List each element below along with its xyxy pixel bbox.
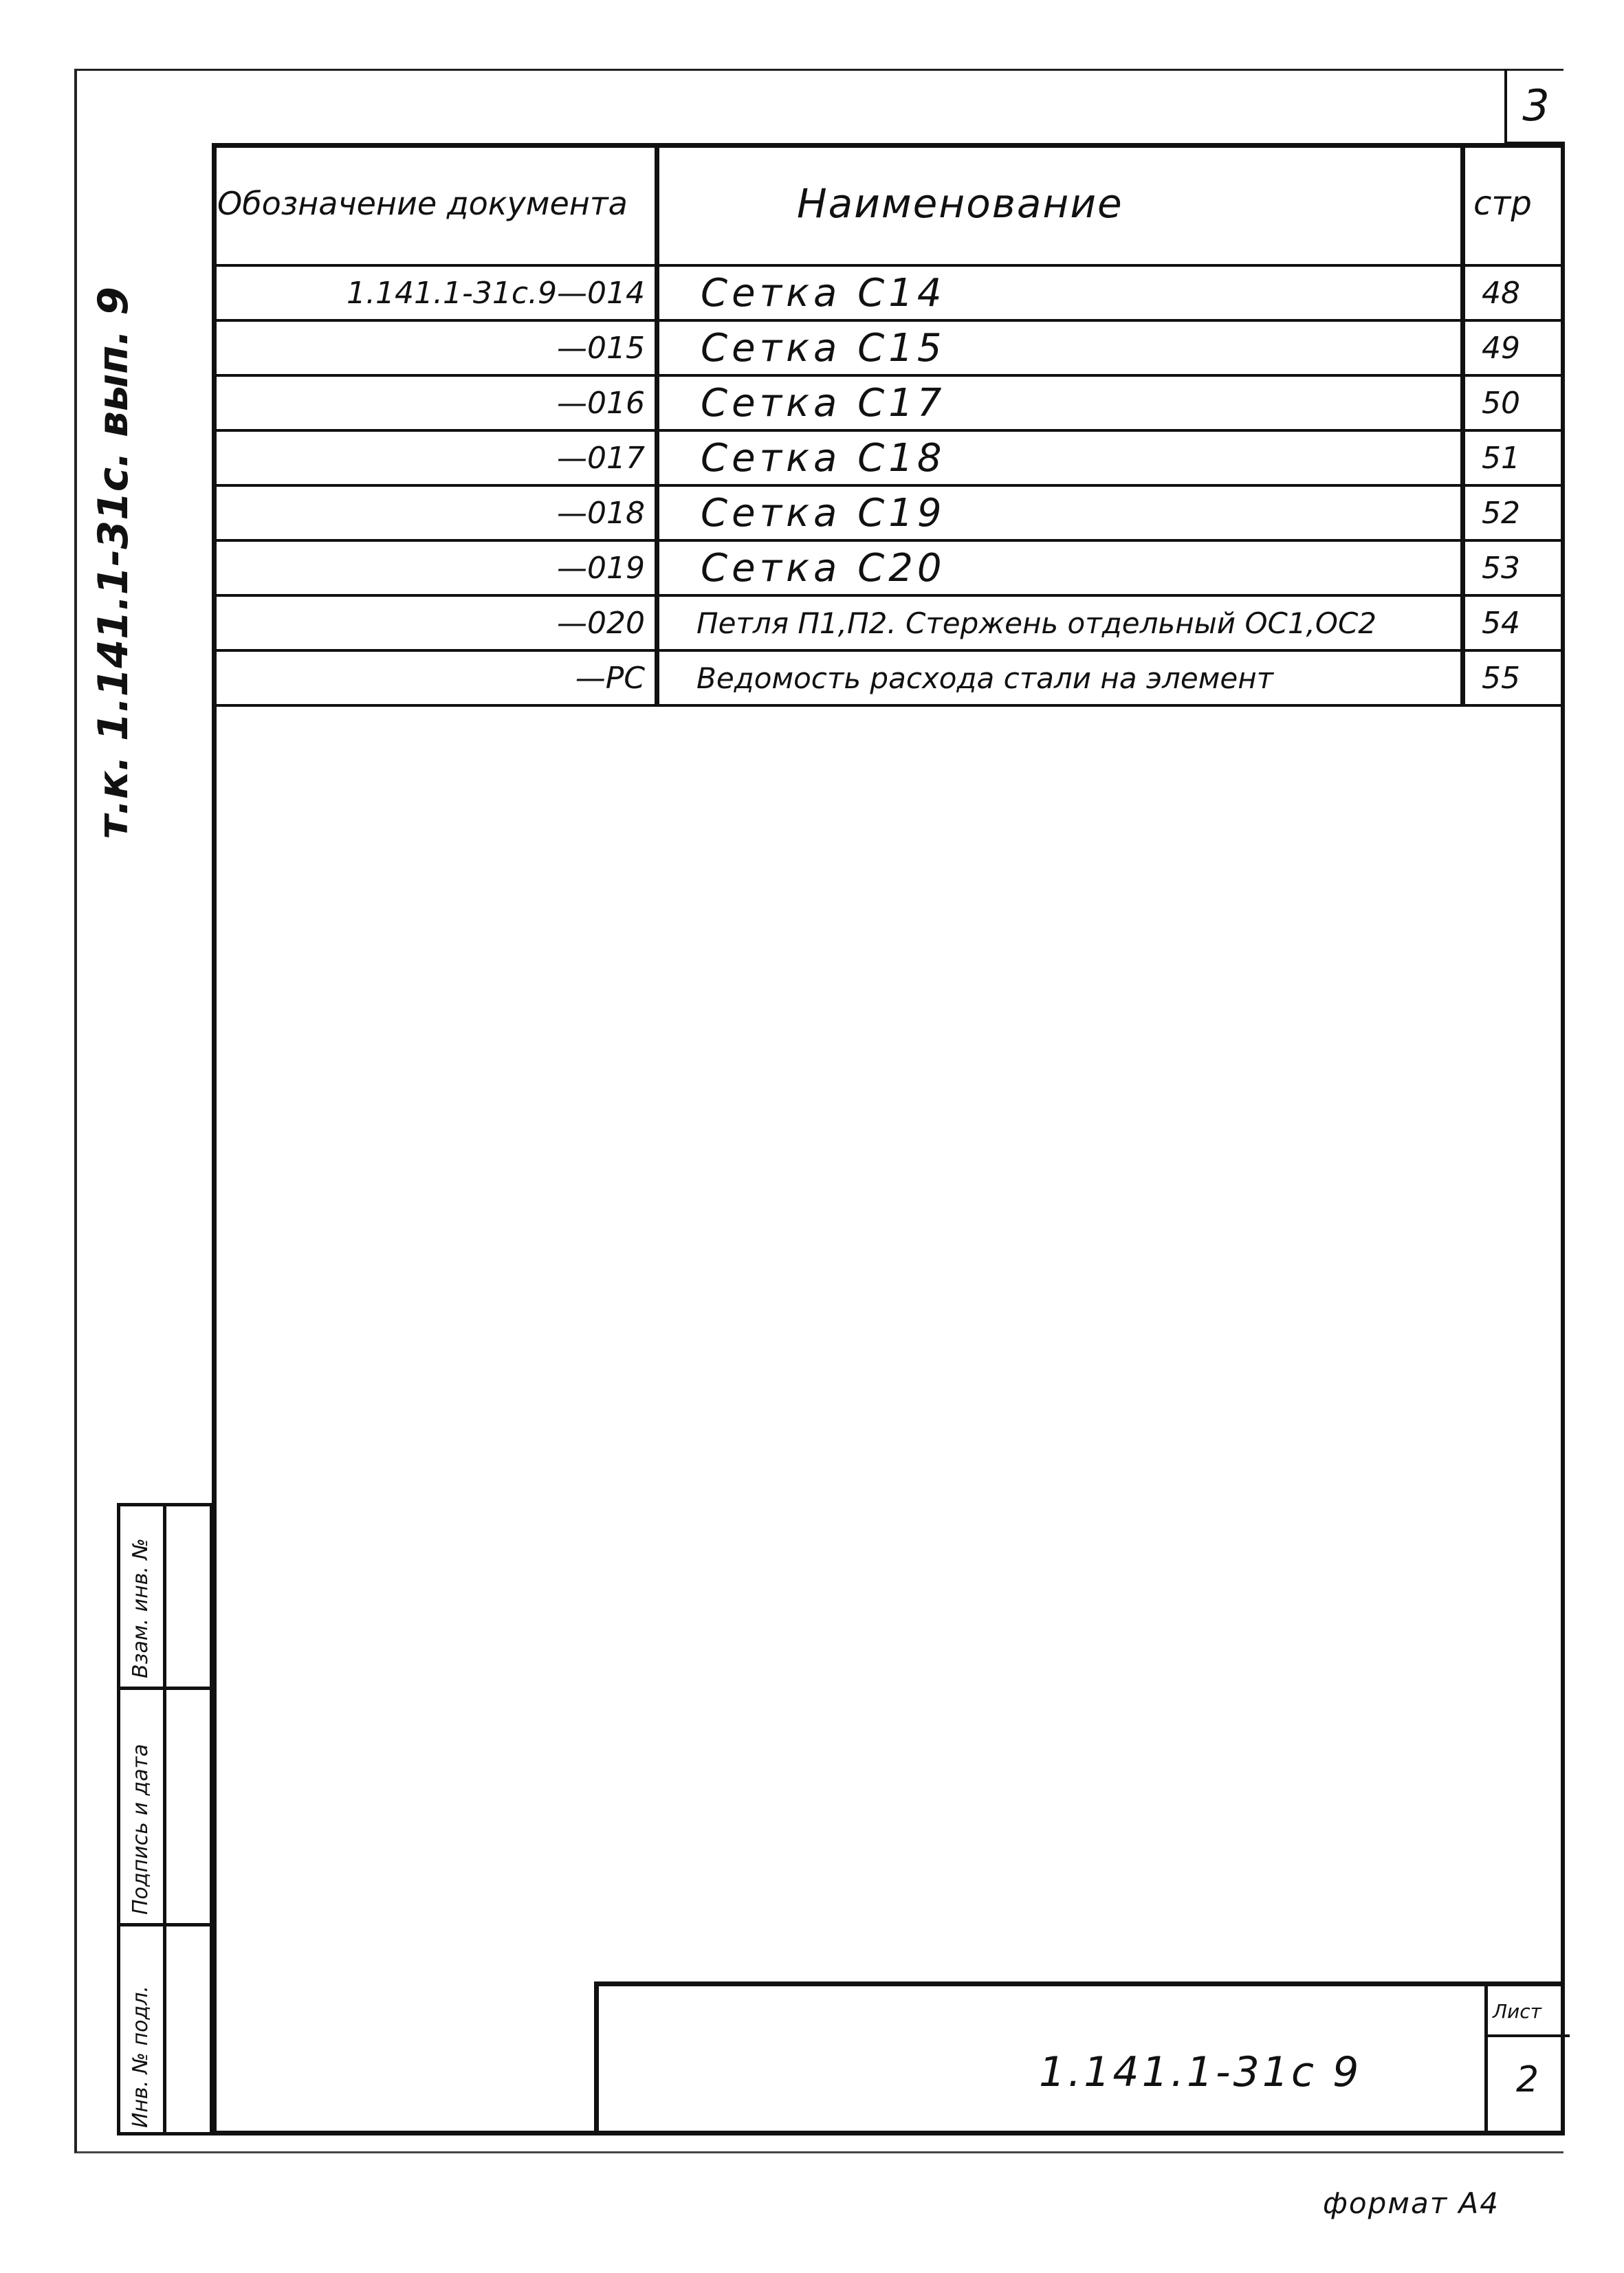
row-designation: —017 <box>557 440 645 476</box>
row-designation: —015 <box>557 330 645 366</box>
stamp-divider <box>120 1923 210 1926</box>
table-header-row <box>212 143 1565 267</box>
row-name: Петля П1,П2. Стержень отдельный ОС1,ОС2 <box>655 597 1460 649</box>
header-name: Наименование <box>655 143 1460 264</box>
format-label: формат А4 <box>1323 2186 1500 2220</box>
row-designation: 1.141.1-31с.9—014 <box>347 275 645 311</box>
row-page: 54 <box>1460 597 1565 649</box>
table-row <box>212 652 1565 707</box>
row-designation: —РС <box>575 660 645 696</box>
row-designation: —019 <box>557 550 645 586</box>
sheet-divider <box>1484 2034 1570 2037</box>
stamp-vzam-inv: Взам. инв. № <box>129 1538 153 1678</box>
row-name: Сетка С19 <box>655 487 1460 539</box>
row-name: Сетка С17 <box>655 377 1460 429</box>
row-designation: —016 <box>557 385 645 421</box>
table-row <box>212 267 1565 322</box>
table-row <box>212 322 1565 377</box>
stamp-column-divider <box>163 1506 166 2132</box>
left-stamp <box>117 1503 213 2135</box>
title-block-code: 1.141.1-31с 9 <box>1039 2048 1362 2096</box>
row-page: 53 <box>1460 542 1565 594</box>
table-row <box>212 597 1565 652</box>
row-page: 52 <box>1460 487 1565 539</box>
row-page: 48 <box>1460 267 1565 319</box>
row-page: 49 <box>1460 322 1565 374</box>
row-name: Сетка С14 <box>655 267 1460 319</box>
table-row <box>212 487 1565 542</box>
sheet-label: Лист <box>1493 2000 1541 2023</box>
row-page: 51 <box>1460 432 1565 484</box>
sheet-number: 2 <box>1516 2059 1539 2100</box>
table-row <box>212 432 1565 487</box>
header-page: стр <box>1460 143 1565 264</box>
row-designation: —020 <box>557 605 645 641</box>
side-document-label: т.к. 1.141.1-31с. вып. 9 <box>89 286 138 839</box>
title-block <box>594 1981 1565 2135</box>
row-name: Сетка С18 <box>655 432 1460 484</box>
stamp-podpis-data: Подпись и дата <box>129 1744 153 1915</box>
header-designation: Обозначение документа <box>217 185 628 222</box>
row-name: Сетка С20 <box>655 542 1460 594</box>
row-designation: —018 <box>557 495 645 531</box>
stamp-inv-podl: Инв. № подл. <box>129 1986 153 2128</box>
row-page: 50 <box>1460 377 1565 429</box>
table-row <box>212 377 1565 432</box>
row-page: 55 <box>1460 652 1565 704</box>
page-number: 3 <box>1504 69 1565 144</box>
row-name: Ведомость расхода стали на элемент <box>655 652 1460 704</box>
row-name: Сетка С15 <box>655 322 1460 374</box>
table-row <box>212 542 1565 597</box>
stamp-divider <box>120 1687 210 1690</box>
